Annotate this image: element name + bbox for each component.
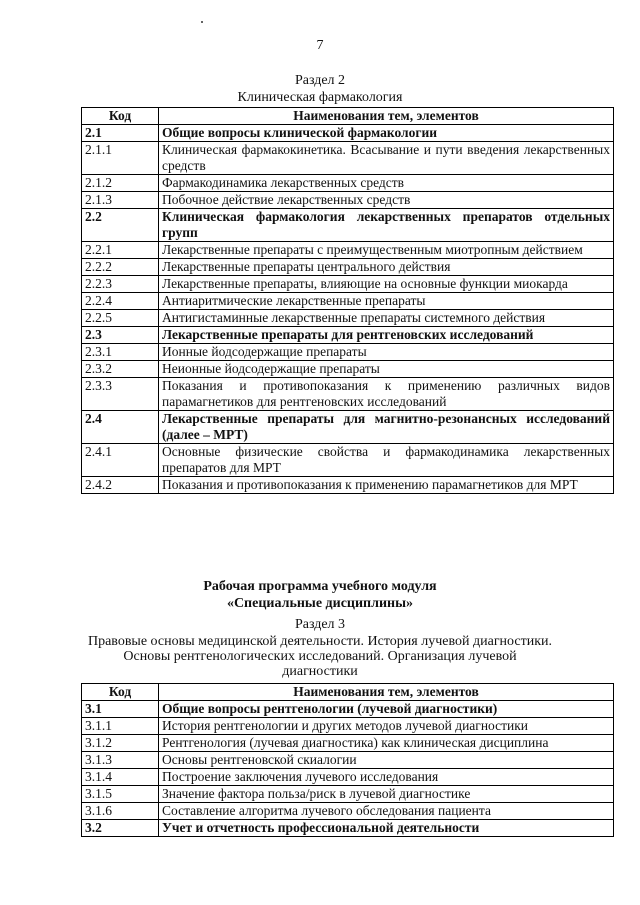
row-topic-name: Неионные йодсодержащие препараты [159,361,614,378]
row-topic-name: История рентгенологии и других методов лучевой диагностики [159,718,614,735]
row-topic-name: Учет и отчетность профессиональной деятельности [159,820,614,837]
module-title [0,578,640,612]
row-topic-name: Побочное действие лекарственных средств [159,192,614,209]
row-code: 3.2 [82,820,159,837]
row-code: 2.3 [82,327,159,344]
row-code: 2.2.5 [82,310,159,327]
table-row [82,242,614,259]
row-code: 2.2.1 [82,242,159,259]
section2-topics-table [81,107,614,494]
section2-subtitle: Клиническая фармакология [237,90,403,105]
section3-subtitle-line3: диагностики [282,664,358,679]
name-column-header: Наименования тем, элементов [159,684,614,701]
section2-table-body [82,125,614,494]
row-code: 2.1 [82,125,159,142]
row-topic-name: Лекарственные препараты центрального действия [159,259,614,276]
row-code: 2.1.1 [82,142,159,175]
table-row [82,327,614,344]
table-row [82,477,614,494]
row-topic-name: Показания и противопоказания к применению парамагнетиков для МРТ [159,477,614,494]
section2-title: Раздел 2 [294,73,346,88]
row-topic-name: Фармакодинамика лекарственных средств [159,175,614,192]
row-topic-name: Ионные йодсодержащие препараты [159,344,614,361]
row-topic-name: Клиническая фармакология лекарственных препаратов отдельных групп [159,209,614,242]
row-topic-name: Общие вопросы клинической фармакологии [159,125,614,142]
row-code: 2.3.2 [82,361,159,378]
table-row [82,293,614,310]
table-row [82,361,614,378]
row-code: 2.4.1 [82,444,159,477]
table-header-row [82,108,614,125]
row-code: 3.1.3 [82,752,159,769]
row-topic-name: Значение фактора польза/риск в лучевой диагностике [159,786,614,803]
table-row [82,125,614,142]
code-column-header: Код [82,108,159,125]
row-code: 3.1.1 [82,718,159,735]
row-topic-name: Рентгенология (лучевая диагностика) как клиническая дисциплина [159,735,614,752]
stray-mark [201,21,203,23]
name-column-header: Наименования тем, элементов [159,108,614,125]
row-topic-name: Антиаритмические лекарственные препараты [159,293,614,310]
row-topic-name: Лекарственные препараты для рентгеновских исследований [159,327,614,344]
table-row [82,310,614,327]
section3-table-body [82,701,614,837]
table-row [82,175,614,192]
row-code: 3.1.4 [82,769,159,786]
row-code: 3.1.6 [82,803,159,820]
table-row [82,752,614,769]
row-code: 2.1.2 [82,175,159,192]
table-row [82,192,614,209]
row-code: 2.2.3 [82,276,159,293]
row-code: 2.4.2 [82,477,159,494]
table-row [82,276,614,293]
row-topic-name: Основы рентгеновской скиалогии [159,752,614,769]
row-topic-name: Основные физические свойства и фармакодинамика лекарственных препаратов для МРТ [159,444,614,477]
table-row [82,411,614,444]
row-topic-name: Клиническая фармакокинетика. Всасывание и пути введения лекарственных средств [159,142,614,175]
row-code: 2.2.4 [82,293,159,310]
row-topic-name: Показания и противопоказания к применению различных видов парамагнетиков для рентгеновских исследований [159,378,614,411]
row-code: 2.3.1 [82,344,159,361]
row-code: 3.1.5 [82,786,159,803]
row-topic-name: Составление алгоритма лучевого обследования пациента [159,803,614,820]
section3-subtitle-line2: Основы рентгенологических исследований. Организация лучевой [123,649,517,664]
page-number: 7 [316,38,324,53]
section2-heading [0,73,640,105]
table-row [82,735,614,752]
section3-subtitle-line1: Правовые основы медицинской деятельности. История лучевой диагностики. [87,634,553,649]
row-topic-name: Общие вопросы рентгенологии (лучевой диагностики) [159,701,614,718]
table-row [82,209,614,242]
table-header-row [82,684,614,701]
module-title-line2: «Специальные дисциплины» [226,596,414,611]
table-row [82,701,614,718]
row-code: 2.2.2 [82,259,159,276]
code-column-header: Код [82,684,159,701]
row-topic-name: Лекарственные препараты с преимущественным миотропным действием [159,242,614,259]
module-title-line1: Рабочая программа учебного модуля [203,579,437,594]
section3-title: Раздел 3 [294,617,346,632]
table-row [82,259,614,276]
table-row [82,820,614,837]
table-row [82,786,614,803]
row-topic-name: Антигистаминные лекарственные препараты системного действия [159,310,614,327]
row-code: 2.3.3 [82,378,159,411]
row-code: 3.1.2 [82,735,159,752]
table-row [82,344,614,361]
table-row [82,142,614,175]
table-row [82,378,614,411]
row-code: 2.4 [82,411,159,444]
table-row [82,444,614,477]
row-topic-name: Построение заключения лучевого исследования [159,769,614,786]
table-row [82,718,614,735]
row-topic-name: Лекарственные препараты, влияющие на основные функции миокарда [159,276,614,293]
section3-topics-table [81,683,614,837]
row-code: 3.1 [82,701,159,718]
row-topic-name: Лекарственные препараты для магнитно-резонансных исследований (далее – МРТ) [159,411,614,444]
row-code: 2.1.3 [82,192,159,209]
section3-heading [0,617,640,679]
row-code: 2.2 [82,209,159,242]
table-row [82,769,614,786]
table-row [82,803,614,820]
